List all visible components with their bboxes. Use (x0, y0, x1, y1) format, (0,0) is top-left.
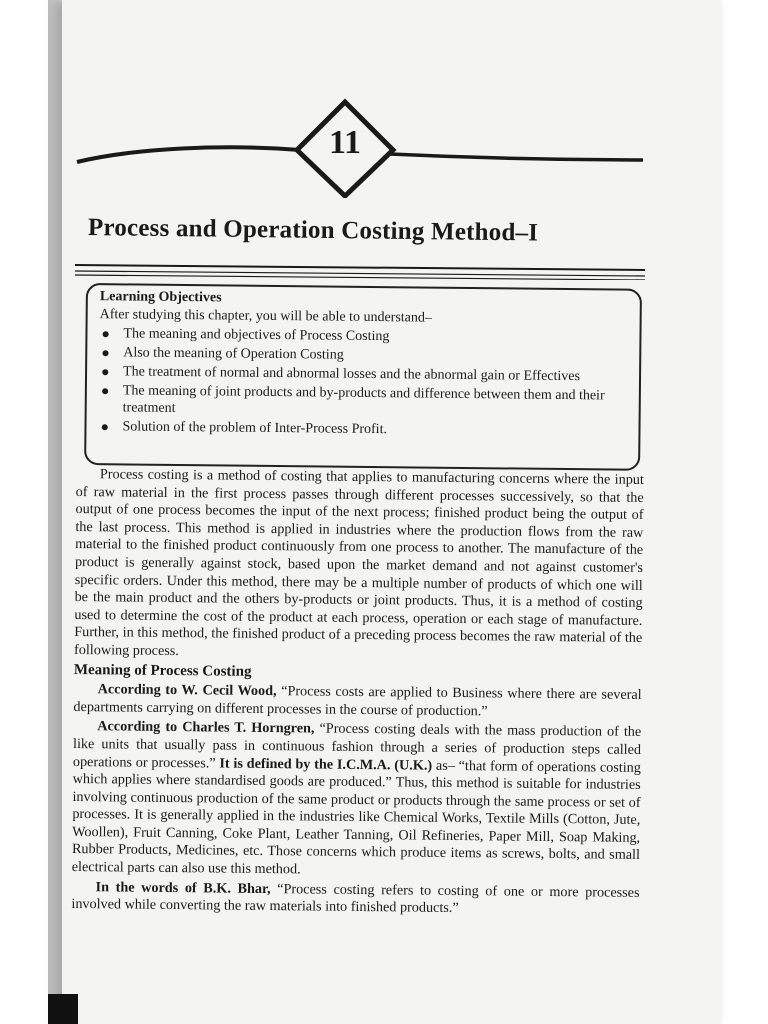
learning-objectives-heading: Learning Objectives (99, 289, 222, 306)
page-corner-shadow (48, 994, 78, 1024)
learning-objectives-list (96, 325, 627, 443)
bullet-icon: ● (100, 365, 110, 381)
bullet-icon: ● (100, 384, 110, 400)
chapter-number: 11 (328, 124, 362, 161)
bullet-icon: ● (100, 420, 110, 436)
horngren-definition: According to Charles T. Horngren, “Process costing deals with the mass production of the like units that usually pass in continuous fashion through a series of production steps called operations or processes.” It is defined by the I.C.M.A. (U.K.) as– “that form of operations costing which applies where standardised goods are produced.” Thus, this method is suitable for industries involving continuous production of the same product or products through the same process or set of processes. It is generally applied in the industries like Chemical Works, Textile Mills (Cotton, Jute, Woollen), Fruit Canning, Coke Plant, Leather Tanning, Oil Refineries, Paper Mill, Soap Making, Rubber Products, Medicines, etc. Those concerns which produce items as screws, bolts, and small electrical parts can also use this method. (71, 718, 642, 878)
intro-paragraph: Process costing is a method of costing that applies to manufacturing concerns where the input of raw material in the first process passes through different processes successively, so that the output of one process becomes the input of the next process; finished product being the output of the last process. This method is applied in industries where the production flows from the raw material to the finished product continuously from one process to another. The manufacture of the product is generally against stock, based upon the market demand and not against customer's specific orders. Under this method, there may be a multiple number of products of which one will be the main product and the others by-products or joint products. Thus, it is a method of costing used to determine the cost of the product at each process, operation or each stage of manufacture. Further, in this method, the finished product of a preceding process becomes the raw material of the following process. (73, 466, 644, 660)
list-item: ● Also the meaning of Operation Costing (101, 345, 344, 363)
bhar-definition: In the words of B.K. Bhar, “Process costing refers to costing of one or more processes involved while converting the raw materials into finished products.” (71, 878, 640, 917)
learning-objectives-box (84, 283, 642, 471)
title-underline-rules (75, 262, 645, 280)
list-item: ● The treatment of normal and abnormal losses and the abnormal gain or Effectives (100, 364, 581, 385)
chapter-body (71, 466, 644, 920)
bullet-icon: ● (101, 346, 110, 362)
wood-definition: According to W. Cecil Wood, “Process costs are applied to Business where there are several departments carrying on different processes in the course of production.” (73, 681, 642, 720)
learning-objectives-intro: After studying this chapter, you will be able to understand– (99, 307, 432, 326)
section-heading: Meaning of Process Costing (73, 661, 252, 680)
list-item: ● Solution of the problem of Inter-Process Profit. (100, 419, 388, 438)
bullet-icon: ● (101, 327, 111, 343)
list-item: ● The meaning of joint products and by-products and difference between them and their treatment (100, 383, 605, 416)
list-item: ● The meaning and objectives of Process Costing (101, 326, 390, 345)
chapter-title: Process and Operation Costing Method–I (87, 214, 539, 247)
